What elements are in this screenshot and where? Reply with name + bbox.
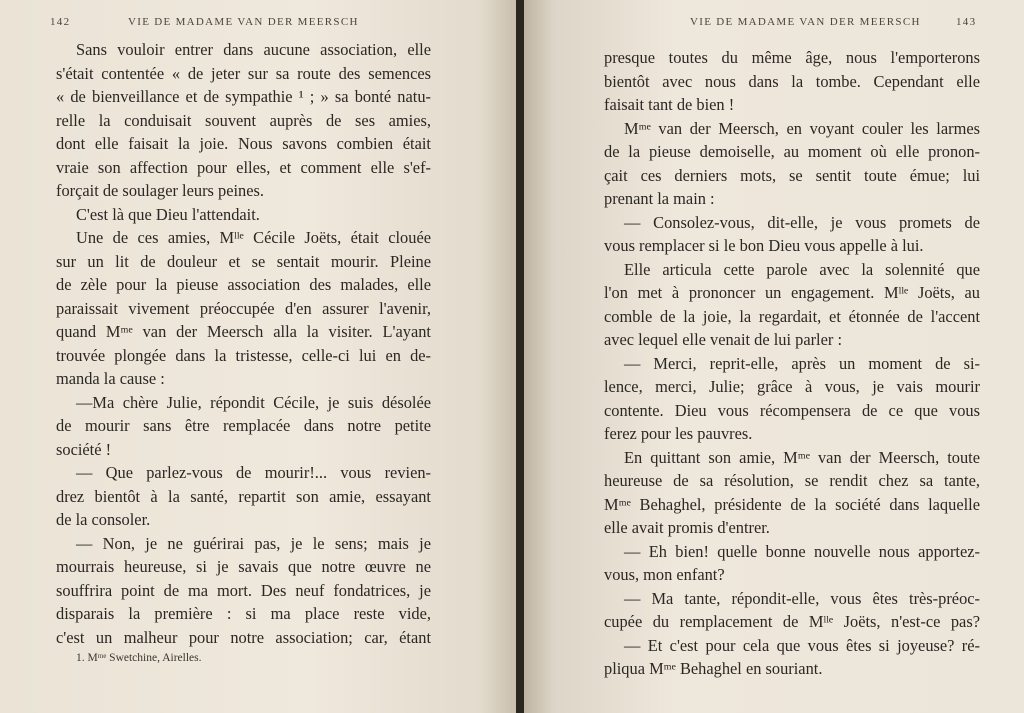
text-line: vous remplacer si le bon Dieu vous appelle à lui. [604, 236, 924, 255]
text-line: lence, merci, Julie; grâce à vous, je vais mourir [604, 377, 980, 396]
right-page-body [604, 46, 980, 681]
text-line: ferez pour les pauvres. [604, 424, 753, 443]
running-head: VIE DE MADAME VAN DER MEERSCH [128, 16, 359, 28]
running-head: VIE DE MADAME VAN DER MEERSCH [690, 16, 921, 28]
text-line: C'est là que Dieu l'attendait. [76, 204, 260, 224]
text-line: — Non, je ne guérirai pas, je le sens; mais je [76, 533, 431, 553]
text-line: elle avait promis d'entrer. [604, 518, 770, 537]
text-line: prenant la main : [604, 189, 715, 208]
text-line: souffrira point de ma mort. Des neuf fondatrices, je [56, 580, 431, 600]
text-line: Une de ces amies, Mˡˡᵉ Cécile Joëts, était clouée [76, 228, 431, 247]
text-line: dont elle faisait la joie. Nous savons combien était [56, 134, 431, 153]
text-line: vraie son affection pour elles, et comment elle s'ef- [56, 157, 431, 177]
page-number: 143 [956, 16, 977, 28]
text-line: heureuse de sa résolution, se rendit chez sa tante, [604, 471, 980, 490]
text-line: çait ces derniers mots, se sentit toute émue; lui [604, 165, 980, 185]
text-line: En quittant son amie, Mᵐᵉ van der Meersch, toute [624, 447, 980, 467]
text-line: Sans vouloir entrer dans aucune association, elle [76, 40, 431, 59]
text-line: Mᵐᵉ Behaghel, présidente de la société dans laquelle [604, 494, 980, 514]
right-page [524, 0, 1024, 713]
book-gutter [516, 0, 524, 713]
text-line: paraissait vivement préoccupée d'en assurer l'avenir, [56, 298, 431, 318]
text-line: — Ma tante, répondit-elle, vous êtes très-préoc- [624, 588, 980, 608]
text-line: l'on met à prononcer un engagement. Mˡˡᵉ Joëts, au [604, 283, 980, 302]
text-line: mourrais heureuse, si je savais que notre œuvre ne [56, 557, 431, 576]
text-line: Elle articula cette parole avec la solennité que [624, 259, 980, 279]
footnote: 1. Mᵐᵉ Swetchine, Airelles. [76, 652, 202, 664]
text-line: —Ma chère Julie, répondit Cécile, je suis désolée [76, 392, 431, 412]
text-line: société ! [56, 439, 112, 459]
text-line: sur un lit de douleur et se sentait mourir. Pleine [56, 251, 431, 271]
text-line: de zèle pour la pieuse association des malades, elle [56, 275, 431, 294]
text-line: — Et c'est pour cela que vous êtes si joyeuse? ré- [624, 635, 980, 655]
text-line: — Eh bien! quelle bonne nouvelle nous apportez- [624, 541, 980, 561]
text-line: disparais la première : si ma place reste vide, [56, 604, 431, 623]
text-line: relle la conduisait souvent auprès de ses amies, [56, 110, 431, 130]
text-line: « de bienveillance et de sympathie ¹ ; » sa bonté natu- [56, 87, 431, 106]
text-line: forçait de soulager leurs peines. [56, 181, 264, 200]
text-line: manda la cause : [56, 369, 165, 388]
text-line: de la pieuse demoiselle, au moment où elle pronon- [604, 142, 980, 161]
text-line: de la consoler. [56, 510, 151, 529]
text-line: quand Mᵐᵉ van der Meersch alla la visiter. L'ayant [56, 322, 431, 341]
text-line: presque toutes du même âge, nous l'emporterons [604, 48, 980, 67]
text-line: c'est un malheur pour notre association; car, étant [56, 627, 431, 647]
text-line: vous, mon enfant? [604, 565, 725, 584]
text-line: drez bientôt à la santé, repartit son amie, essayant [56, 486, 431, 506]
text-line: pliqua Mᵐᵉ Behaghel en souriant. [604, 659, 823, 678]
text-line: — Consolez-vous, dit-elle, je vous promets de [624, 212, 980, 232]
text-line: de mourir sans être remplacée dans notre petite [56, 416, 431, 435]
text-line: — Que parlez-vous de mourir!... vous revien- [76, 463, 431, 482]
text-line: cupée du remplacement de Mˡˡᵉ Joëts, n'est-ce pas? [604, 612, 980, 631]
text-line: Mᵐᵉ van der Meersch, en voyant couler les larmes [624, 118, 980, 138]
page-number: 142 [50, 16, 71, 28]
text-line: trouvée plongée dans la tristesse, celle-ci lui en de- [56, 345, 431, 365]
text-line: avec lequel elle venait de lui parler : [604, 330, 843, 349]
text-line: comble de la joie, la regardait, et étonnée de l'accent [604, 306, 980, 326]
text-line: s'était contentée « de jeter sur sa route des semences [56, 63, 431, 83]
text-line: — Merci, reprit-elle, après un moment de si- [624, 353, 980, 373]
text-line: faisait tant de bien ! [604, 95, 735, 114]
left-page-body [56, 38, 431, 649]
text-line: bientôt avec nous dans la tombe. Cependant elle [604, 71, 980, 91]
text-line: contente. Dieu vous récompensera de ce que vous [604, 400, 980, 420]
